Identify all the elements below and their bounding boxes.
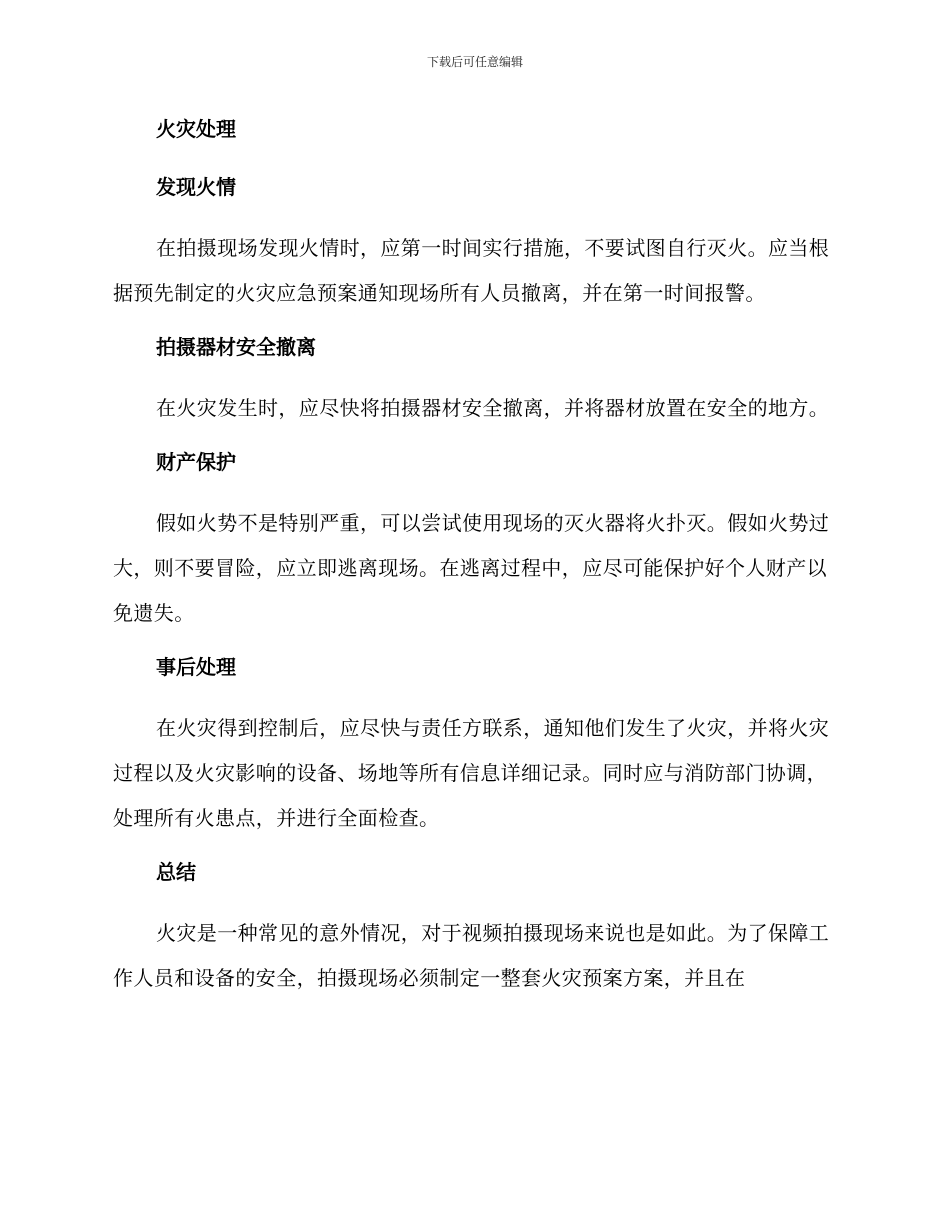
paragraph-aftermath: 在火灾得到控制后，应尽快与责任方联系，通知他们发生了火灾，并将火灾过程以及火灾影响的设备、场地等所有信息详细记录。同时应与消防部门协调，处理所有火患点，并进行全面检查。 [113,716,830,830]
paragraph-equipment-evacuation: 在火灾发生时，应尽快将拍摄器材安全撤离，并将器材放置在安全的地方。 [156,396,830,420]
paragraph-property-protection: 假如火势不是特别严重，可以尝试使用现场的灭火器将火扑灭。假如火势过大，则不要冒险，应立即逃离现场。在逃离过程中，应尽可能保护好个人财产以免遗失。 [113,511,830,625]
heading-equipment-evacuation: 拍摄器材安全撤离 [156,335,316,359]
paragraph-discover-fire: 在拍摄现场发现火情时，应第一时间实行措施，不要试图自行灭火。应当根据预先制定的火灾应急预案通知现场所有人员撤离，并在第一时间报警。 [113,236,830,305]
heading-property-protection: 财产保护 [156,450,236,474]
heading-discover-fire: 发现火情 [156,175,236,199]
heading-summary: 总结 [156,860,196,884]
document-body [113,110,839,1013]
page-header-note: 下载后可任意编辑 [426,55,523,69]
heading-aftermath: 事后处理 [156,655,236,679]
heading-fire-handling: 火灾处理 [156,117,236,141]
paragraph-summary: 火灾是一种常见的意外情况，对于视频拍摄现场来说也是如此。为了保障工作人员和设备的安全，拍摄现场必须制定一整套火灾预案方案，并且在 [113,921,830,990]
